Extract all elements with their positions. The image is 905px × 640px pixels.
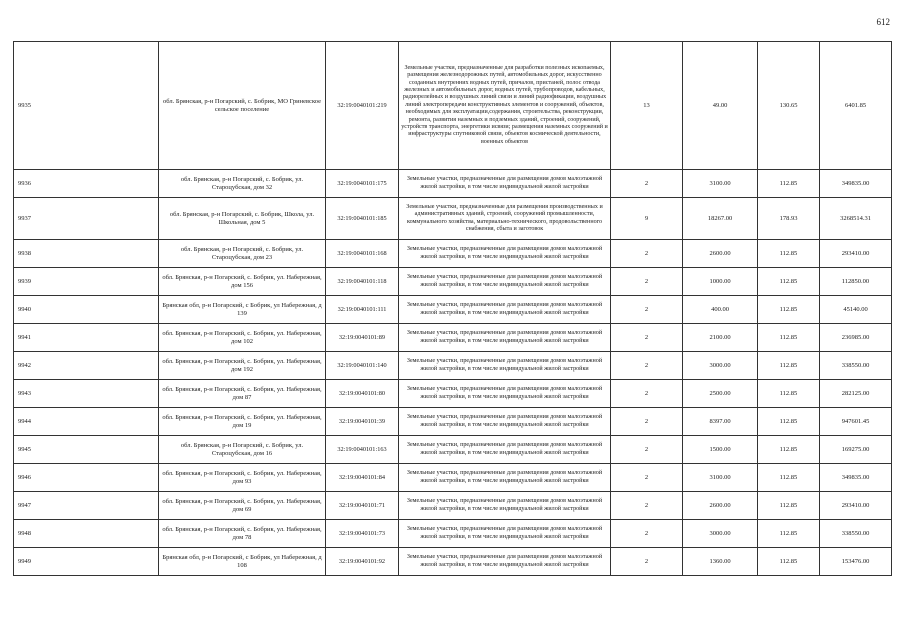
specific-value-cell: 112.85 bbox=[758, 464, 820, 492]
specific-value-cell: 112.85 bbox=[758, 548, 820, 576]
row-number-cell: 9936 bbox=[14, 170, 159, 198]
address-cell: обл. Брянская, р-н Погарский, с. Бобрик, ул. Набережная, дом 102 bbox=[159, 324, 326, 352]
specific-value-cell: 112.85 bbox=[758, 324, 820, 352]
land-use-purpose-cell: Земельные участки, предназначенные для размещения домов малоэтажной жилой застройки, в том числе индивидуальной жилой застройки bbox=[399, 296, 611, 324]
cadastral-value-cell: 338550.00 bbox=[820, 520, 892, 548]
group-number-cell: 2 bbox=[611, 436, 683, 464]
land-use-purpose-cell: Земельные участки, предназначенные для размещения домов малоэтажной жилой застройки, в том числе индивидуальной жилой застройки bbox=[399, 408, 611, 436]
cadastral-value-cell: 947601.45 bbox=[820, 408, 892, 436]
cadastral-value-table bbox=[13, 41, 892, 576]
cadastral-value-cell: 349835.00 bbox=[820, 464, 892, 492]
land-use-purpose-cell: Земельные участки, предназначенные для размещения домов малоэтажной жилой застройки, в том числе индивидуальной жилой застройки bbox=[399, 464, 611, 492]
table-row bbox=[14, 520, 892, 548]
address-cell: обл. Брянская, р-н Погарский, с. Бобрик, ул. Набережная, дом 156 bbox=[159, 268, 326, 296]
specific-value-cell: 112.85 bbox=[758, 296, 820, 324]
group-number-cell: 13 bbox=[611, 42, 683, 170]
row-number-cell: 9940 bbox=[14, 296, 159, 324]
cadastral-number-cell: 32:19:0040101:140 bbox=[326, 352, 399, 380]
specific-value-cell: 112.85 bbox=[758, 436, 820, 464]
specific-value-cell: 112.85 bbox=[758, 492, 820, 520]
address-cell: обл. Брянская, р-н Погарский, с. Бобрик, ул. Набережная, дом 19 bbox=[159, 408, 326, 436]
cadastral-value-cell: 3268514.31 bbox=[820, 198, 892, 240]
area-cell: 2500.00 bbox=[683, 380, 758, 408]
land-use-purpose-cell: Земельные участки, предназначенные для размещения домов малоэтажной жилой застройки, в том числе индивидуальной жилой застройки bbox=[399, 268, 611, 296]
cadastral-number-cell: 32:19:0040101:39 bbox=[326, 408, 399, 436]
row-number-cell: 9945 bbox=[14, 436, 159, 464]
cadastral-number-cell: 32:19:0040101:111 bbox=[326, 296, 399, 324]
table-row bbox=[14, 42, 892, 170]
area-cell: 8397.00 bbox=[683, 408, 758, 436]
cadastral-value-cell: 282125.00 bbox=[820, 380, 892, 408]
cadastral-value-cell: 293410.00 bbox=[820, 492, 892, 520]
area-cell: 1360.00 bbox=[683, 548, 758, 576]
cadastral-number-cell: 32:19:0040101:89 bbox=[326, 324, 399, 352]
area-cell: 2100.00 bbox=[683, 324, 758, 352]
cadastral-number-cell: 32:19:0040101:168 bbox=[326, 240, 399, 268]
land-use-purpose-cell: Земельные участки, предназначенные для размещения домов малоэтажной жилой застройки, в том числе индивидуальной жилой застройки bbox=[399, 492, 611, 520]
cadastral-value-cell: 112850.00 bbox=[820, 268, 892, 296]
address-cell: обл. Брянская, р-н Погарский, с. Бобрик, ул. Староцубская, дом 23 bbox=[159, 240, 326, 268]
group-number-cell: 2 bbox=[611, 464, 683, 492]
address-cell: обл. Брянская, р-н Погарский, с. Бобрик, ул. Набережная, дом 78 bbox=[159, 520, 326, 548]
address-cell: обл. Брянская, р-н Погарский, с. Бобрик, МО Гриневское сельское поселение bbox=[159, 42, 326, 170]
area-cell: 18267.00 bbox=[683, 198, 758, 240]
row-number-cell: 9937 bbox=[14, 198, 159, 240]
group-number-cell: 2 bbox=[611, 240, 683, 268]
table-row bbox=[14, 352, 892, 380]
page-number: 612 bbox=[876, 17, 890, 27]
cadastral-value-cell: 6401.85 bbox=[820, 42, 892, 170]
row-number-cell: 9938 bbox=[14, 240, 159, 268]
row-number-cell: 9935 bbox=[14, 42, 159, 170]
cadastral-value-cell: 153476.00 bbox=[820, 548, 892, 576]
cadastral-number-cell: 32:19:0040101:80 bbox=[326, 380, 399, 408]
address-cell: обл. Брянская, р-н Погарский, с. Бобрик, Школа, ул. Школьная, дом 5 bbox=[159, 198, 326, 240]
land-use-purpose-cell: Земельные участки, предназначенные для размещения домов малоэтажной жилой застройки, в том числе индивидуальной жилой застройки bbox=[399, 240, 611, 268]
table-row bbox=[14, 464, 892, 492]
table-row bbox=[14, 296, 892, 324]
group-number-cell: 2 bbox=[611, 296, 683, 324]
address-cell: Брянская обл, р-н Погарский, с Бобрик, ул Набережная, д 139 bbox=[159, 296, 326, 324]
table-row bbox=[14, 492, 892, 520]
specific-value-cell: 112.85 bbox=[758, 352, 820, 380]
address-cell: обл. Брянская, р-н Погарский, с. Бобрик, ул. Староцубская, дом 16 bbox=[159, 436, 326, 464]
group-number-cell: 2 bbox=[611, 380, 683, 408]
address-cell: обл. Брянская, р-н Погарский, с. Бобрик, ул. Набережная, дом 93 bbox=[159, 464, 326, 492]
area-cell: 1500.00 bbox=[683, 436, 758, 464]
group-number-cell: 2 bbox=[611, 520, 683, 548]
table-row bbox=[14, 268, 892, 296]
land-use-purpose-cell: Земельные участки, предназначенные для размещения домов малоэтажной жилой застройки, в том числе индивидуальной жилой застройки bbox=[399, 548, 611, 576]
cadastral-number-cell: 32:19:0040101:175 bbox=[326, 170, 399, 198]
table-row bbox=[14, 170, 892, 198]
area-cell: 3100.00 bbox=[683, 170, 758, 198]
address-cell: обл. Брянская, р-н Погарский, с. Бобрик, ул. Набережная, дом 87 bbox=[159, 380, 326, 408]
land-use-purpose-cell: Земельные участки, предназначенные для размещения домов малоэтажной жилой застройки, в том числе индивидуальной жилой застройки bbox=[399, 436, 611, 464]
area-cell: 2600.00 bbox=[683, 240, 758, 268]
table-row bbox=[14, 408, 892, 436]
group-number-cell: 9 bbox=[611, 198, 683, 240]
area-cell: 3000.00 bbox=[683, 352, 758, 380]
cadastral-number-cell: 32:19:0040101:84 bbox=[326, 464, 399, 492]
cadastral-number-cell: 32:19:0040101:71 bbox=[326, 492, 399, 520]
area-cell: 2600.00 bbox=[683, 492, 758, 520]
group-number-cell: 2 bbox=[611, 324, 683, 352]
row-number-cell: 9946 bbox=[14, 464, 159, 492]
group-number-cell: 2 bbox=[611, 352, 683, 380]
specific-value-cell: 112.85 bbox=[758, 380, 820, 408]
row-number-cell: 9942 bbox=[14, 352, 159, 380]
cadastral-number-cell: 32:19:0040101:185 bbox=[326, 198, 399, 240]
group-number-cell: 2 bbox=[611, 548, 683, 576]
cadastral-value-cell: 169275.00 bbox=[820, 436, 892, 464]
area-cell: 3000.00 bbox=[683, 520, 758, 548]
specific-value-cell: 112.85 bbox=[758, 268, 820, 296]
cadastral-value-cell: 293410.00 bbox=[820, 240, 892, 268]
cadastral-number-cell: 32:19:0040101:73 bbox=[326, 520, 399, 548]
row-number-cell: 9947 bbox=[14, 492, 159, 520]
table-row bbox=[14, 324, 892, 352]
group-number-cell: 2 bbox=[611, 408, 683, 436]
specific-value-cell: 130.65 bbox=[758, 42, 820, 170]
cadastral-value-cell: 349835.00 bbox=[820, 170, 892, 198]
land-use-purpose-cell: Земельные участки, предназначенные для разработки полезных ископаемых, размещения железнодорожных путей, автомобильных дорог, искусственно созданных внутренних водных путей, причалов, пристаней, полос отвода железных и автомобильных дорог, водных путей, трубопроводов, кабельных, радиорелейных и воздушных линий связи и линий радиофикации, воздушных линий электропередачи конструктивных элементов и сооружений, объектов, необходимых для эксплуатации,содержания, строительства, реконструкции, ремонта, развития наземных и подземных зданий, строений, сооружений, устройств транспорта, энергетики исвязи; размещения наземных сооружений и инфраструктуры спутниковой связи, объектов космической деятельности, военных объектов bbox=[399, 42, 611, 170]
row-number-cell: 9941 bbox=[14, 324, 159, 352]
row-number-cell: 9939 bbox=[14, 268, 159, 296]
area-cell: 3100.00 bbox=[683, 464, 758, 492]
specific-value-cell: 112.85 bbox=[758, 170, 820, 198]
cadastral-value-cell: 236985.00 bbox=[820, 324, 892, 352]
group-number-cell: 2 bbox=[611, 268, 683, 296]
cadastral-number-cell: 32:19:0040101:163 bbox=[326, 436, 399, 464]
specific-value-cell: 178.93 bbox=[758, 198, 820, 240]
land-use-purpose-cell: Земельные участки, предназначенные для размещения домов малоэтажной жилой застройки, в том числе индивидуальной жилой застройки bbox=[399, 324, 611, 352]
table-row bbox=[14, 548, 892, 576]
area-cell: 400.00 bbox=[683, 296, 758, 324]
specific-value-cell: 112.85 bbox=[758, 240, 820, 268]
land-use-purpose-cell: Земельные участки, предназначенные для размещения домов малоэтажной жилой застройки, в том числе индивидуальной жилой застройки bbox=[399, 520, 611, 548]
cadastral-value-cell: 338550.00 bbox=[820, 352, 892, 380]
specific-value-cell: 112.85 bbox=[758, 520, 820, 548]
address-cell: Брянская обл, р-н Погарский, с Бобрик, ул Набережная, д 108 bbox=[159, 548, 326, 576]
table-row bbox=[14, 240, 892, 268]
area-cell: 1000.00 bbox=[683, 268, 758, 296]
table-row bbox=[14, 436, 892, 464]
land-use-purpose-cell: Земельные участки, предназначенные для размещения домов малоэтажной жилой застройки, в том числе индивидуальной жилой застройки bbox=[399, 352, 611, 380]
address-cell: обл. Брянская, р-н Погарский, с. Бобрик, ул. Набережная, дом 69 bbox=[159, 492, 326, 520]
land-use-purpose-cell: Земельные участки, предназначенные для размещения домов малоэтажной жилой застройки, в том числе индивидуальной жилой застройки bbox=[399, 170, 611, 198]
row-number-cell: 9943 bbox=[14, 380, 159, 408]
table-body bbox=[14, 42, 892, 576]
cadastral-number-cell: 32:19:0040101:219 bbox=[326, 42, 399, 170]
row-number-cell: 9944 bbox=[14, 408, 159, 436]
cadastral-value-cell: 45140.00 bbox=[820, 296, 892, 324]
table-row bbox=[14, 198, 892, 240]
land-use-purpose-cell: Земельные участки, предназначенные для размещения домов малоэтажной жилой застройки, в том числе индивидуальной жилой застройки bbox=[399, 380, 611, 408]
cadastral-number-cell: 32:19:0040101:118 bbox=[326, 268, 399, 296]
table-row bbox=[14, 380, 892, 408]
land-use-purpose-cell: Земельные участки, предназначенные для размещения производственных и административных зданий, строений, сооружений промышленности, коммунального хозяйства, материально-технического, продовольственного снабжения, сбыта и заготовок bbox=[399, 198, 611, 240]
area-cell: 49.00 bbox=[683, 42, 758, 170]
address-cell: обл. Брянская, р-н Погарский, с. Бобрик, ул. Староцубская, дом 32 bbox=[159, 170, 326, 198]
row-number-cell: 9949 bbox=[14, 548, 159, 576]
cadastral-number-cell: 32:19:0040101:92 bbox=[326, 548, 399, 576]
group-number-cell: 2 bbox=[611, 492, 683, 520]
address-cell: обл. Брянская, р-н Погарский, с. Бобрик, ул. Набережная, дом 192 bbox=[159, 352, 326, 380]
specific-value-cell: 112.85 bbox=[758, 408, 820, 436]
row-number-cell: 9948 bbox=[14, 520, 159, 548]
group-number-cell: 2 bbox=[611, 170, 683, 198]
